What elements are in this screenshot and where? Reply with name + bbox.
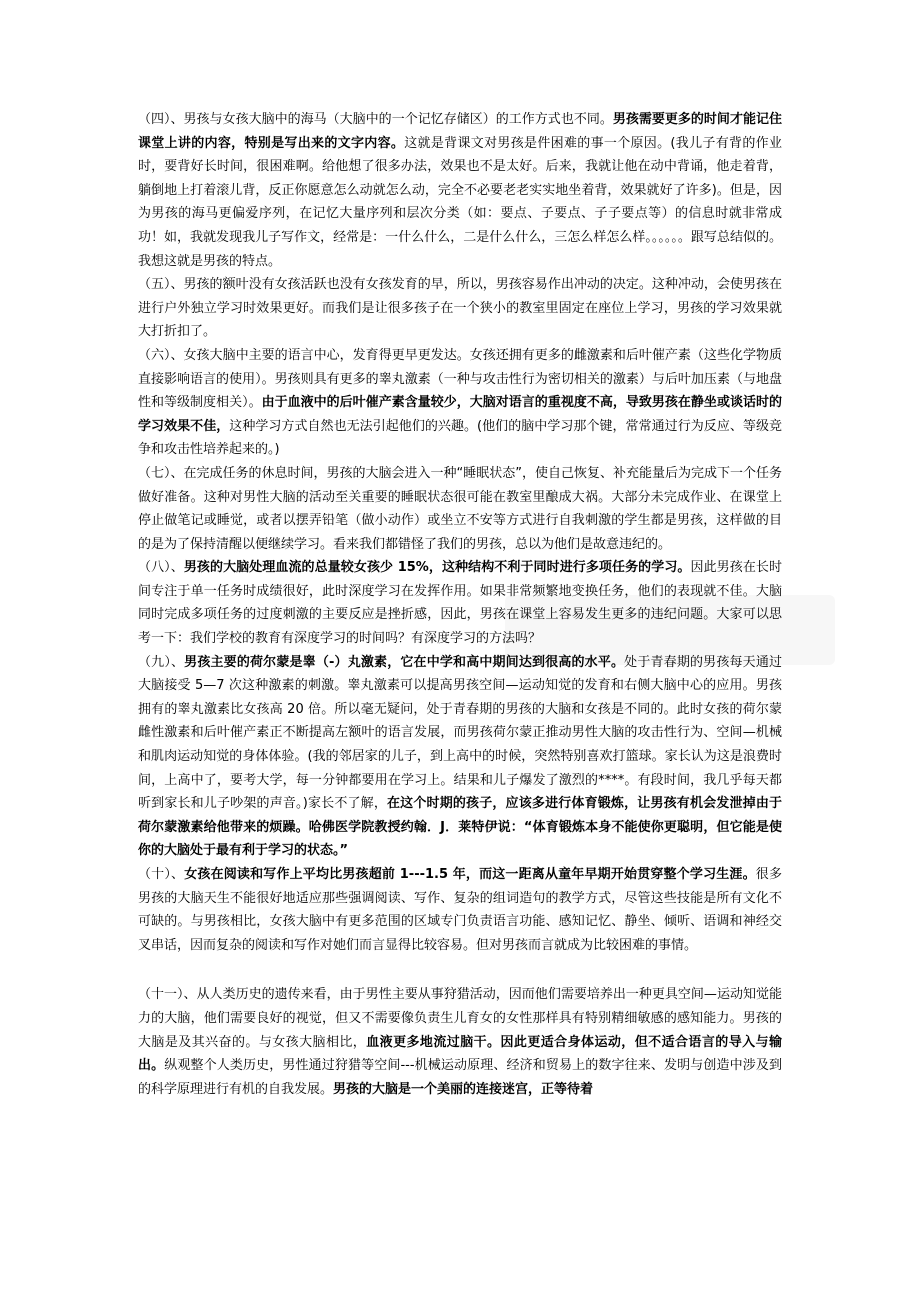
text-segment: （五）、男孩的额叶没有女孩活跃也没有女孩发育的早，所以，男孩容易作出冲动的决定。这种冲动，会使男孩在进行户外独立学习时效果更好。而我们是让很多孩子在一个狭小的教室里固定在座位上学习，男孩的学习效果就大打折扣了。 xyxy=(138,277,782,340)
bold-text-segment: 在这个时期的孩子，应该多进行体育锻炼，让男孩有机会发泄掉由于荷尔蒙激素给他带来的烦躁。哈佛医学院教授约翰．J．莱特伊说：“体育锻炼本身不能使你更聪明，但它能是使你的大脑处于最有利于学习的状态。” xyxy=(138,796,782,859)
text-segment: 这种学习方式自然也无法引起他们的兴趣。(他们的脑中学习那个键，常常通过行为反应、等级竞争和攻击性培养起来的。) xyxy=(138,418,782,458)
text-segment: 纵观整个人类历史，男性通过狩猎等空间---机械运动原理、经济和贸易上的数字往来、发明与创造中涉及到的科学原理进行有机的自我发展。 xyxy=(138,1058,782,1097)
bold-text-segment: 男孩的大脑处理血流的总量较女孩少 15%，这种结构不利于同时进行多项任务的学习。 xyxy=(183,560,691,576)
text-segment: （十）、 xyxy=(138,867,185,882)
bold-text-segment: 男孩需要更多的时间才能记住课堂上讲的内容，特别是写出来的文字内容。 xyxy=(138,112,782,151)
paragraph-6 xyxy=(138,344,782,462)
document-body xyxy=(138,108,782,1101)
bold-text-segment: 男孩主要的荷尔蒙是睾（-）丸激素，它在中学和高中期间达到很高的水平。 xyxy=(184,654,625,670)
paragraph-10 xyxy=(138,863,782,957)
text-segment: （十一）、从人类历史的遗传来看，由于男性主要从事狩猎活动，因而他们需要培养出一种更具空间—运动知觉能力的大脑，他们需要良好的视觉，但又不需要像负责生儿育女的女性那样具有特别精细敏感的感知能力。男孩的大脑是及其兴奋的。与女孩大脑相比， xyxy=(138,987,782,1050)
paragraph-7 xyxy=(138,462,782,556)
bold-text-segment: 男孩的大脑是一个美丽的连接迷宫，正等待着 xyxy=(333,1081,594,1097)
bold-text-segment: 女孩在阅读和写作上平均比男孩超前 1---1.5 年，而这一距离从童年早期开始贯穿整个学习生涯。 xyxy=(184,867,756,882)
paragraph-9 xyxy=(138,651,782,863)
paragraph-11 xyxy=(138,983,782,1101)
text-segment: 处于青春期的男孩每天通过大脑接受 5—7 次这种激素的刺激。睾丸激素可以提高男孩空间—运动知觉的发育和右侧大脑中心的应用。男孩拥有的睾丸激素比女孩高 20 倍。所以毫无疑问，处于青春期的男孩的大脑和女孩是不同的。此时女孩的荷尔蒙雌性激素和后叶催产素正不断提高左额叶的语言发展，而男孩荷尔蒙正推动男性大脑的攻击性行为、空间—机械和肌肉运动知觉的身体体验。(我的邻居家的儿子，到上高中的时候，突然特别喜欢打篮球。家长认为这是浪费时间，上高中了，要考大学，每一分钟都要用在学习上。结果和儿子爆发了激烈的****。有段时间，我几乎每天都听到家长和儿子吵架的声音。)家长不了解， xyxy=(138,654,782,812)
paragraph-4 xyxy=(138,108,782,273)
bold-text-segment: 由于血液中的后叶催产素含量较少，大脑对语言的重视度不高，导致男孩在静坐或谈话时的学习效果不佳， xyxy=(138,395,782,434)
paragraph-8 xyxy=(138,556,782,650)
text-segment: 这就是背课文对男孩是件困难的事一个原因。(我儿子有背的作业时，要背好长时间，很困难啊。给他想了很多办法，效果也不是太好。后来，我就让他在动中背诵，他走着背，躺倒地上打着滚儿背，反正你愿意怎么动就怎么动，完全不必要老老实实地坐着背，效果就好了许多)。但是，因为男孩的海马更偏爱序列，在记忆大量序列和层次分类（如：要点、子要点、子子要点等）的信息时就非常成功！如，我就发现我儿子写作文，经常是：一什么什么，二是什么什么，三怎么样怎么样。。。。。。跟写总结似的。我想这就是男孩的特点。 xyxy=(138,135,782,269)
text-segment: （九）、 xyxy=(138,654,185,670)
text-segment: （七）、在完成任务的休息时间，男孩的大脑会进入一种“睡眠状态”，使自己恢复、补充能量后为完成下一个任务做好准备。这种对男性大脑的活动至关重要的睡眠状态很可能在教室里酿成大祸。大部分未完成作业、在课堂上停止做笔记或睡觉，或者以摆弄铅笔（做小动作）或坐立不安等方式进行自我刺激的学生都是男孩，这样做的目的是为了保持清醒以便继续学习。看来我们都错怪了我们的男孩，总以为他们是故意违纪的。 xyxy=(138,465,782,552)
text-segment: 因此男孩在长时间专注于单一任务时成绩很好，此时深度学习在发挥作用。如果非常频繁地变换任务，他们的表现就不佳。大脑同时完成多项任务的过度刺激的主要反应是挫折感，因此，男孩在课堂上容易发生更多的违纪问题。大家可以思考一下：我们学校的教育有深度学习的时间吗？有深度学习的方法吗？ xyxy=(138,560,782,647)
text-segment: 很多男孩的大脑天生不能很好地适应那些强调阅读、写作、复杂的组词造句的教学方式，尽管这些技能是所有文化不可缺的。与男孩相比，女孩大脑中有更多范围的区域专门负责语言功能、感知记忆、静坐、倾听、语调和神经交叉串话，因而复杂的阅读和写作对她们而言显得比较容易。但对男孩而言就成为比较困难的事情。 xyxy=(138,867,782,953)
bold-text-segment: 血液更多地流过脑干。因此更适合身体运动，但不适合语言的导入与输出。 xyxy=(138,1034,782,1074)
text-segment: （六）、女孩大脑中主要的语言中心，发育得更早更发达。女孩还拥有更多的雌激素和后叶催产素（这些化学物质直接影响语言的使用）。男孩则具有更多的睾丸激素（一种与攻击性行为密切相关的激素）与后叶加压素（与地盘性和等级制度相关）。 xyxy=(138,347,782,411)
text-segment: （八）、 xyxy=(138,560,184,576)
text-segment: （四）、男孩与女孩大脑中的海马（大脑中的一个记忆存储区）的工作方式也不同。 xyxy=(138,112,613,127)
paragraph-gap xyxy=(138,957,782,983)
paragraph-5 xyxy=(138,273,782,344)
